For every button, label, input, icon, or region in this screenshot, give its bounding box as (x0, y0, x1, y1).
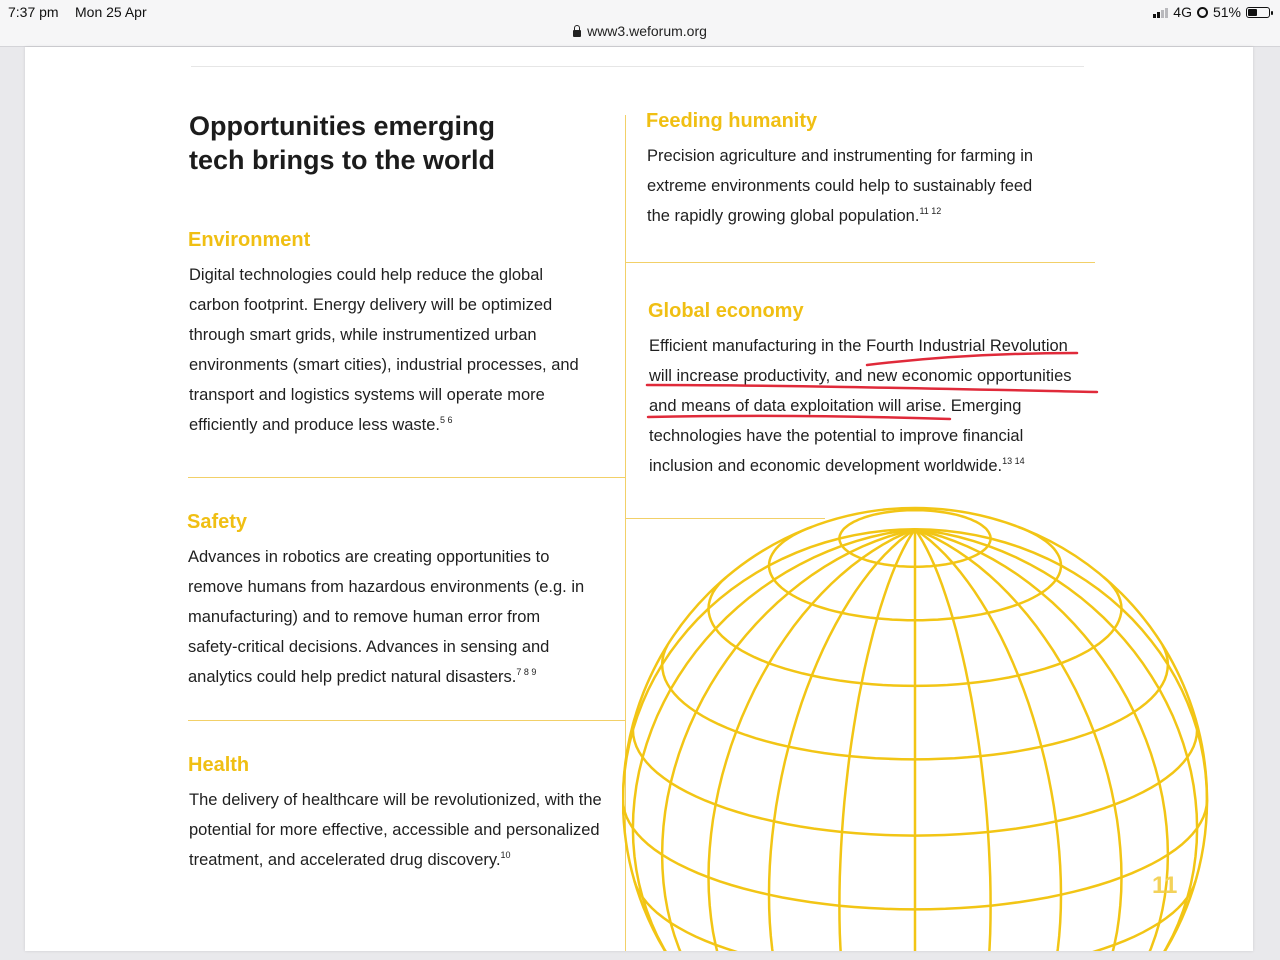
health-line: potential for more effective, accessible and personalized (189, 821, 600, 839)
globe-meridian (839, 529, 915, 951)
status-indicators (1153, 4, 1270, 20)
safety-line: remove humans from hazardous environments (e.g. in (188, 578, 585, 596)
global-economy-line: inclusion and economic development worldwide.$^{13 14}$ (649, 456, 1025, 475)
global-economy-line: and means of data exploitation will arise. Emerging (649, 397, 1022, 415)
feeding-humanity-refs: 11 12 (919, 206, 942, 216)
status-bar (0, 0, 1280, 47)
global-economy-title: Global economy (648, 300, 804, 322)
address-bar[interactable] (0, 23, 1280, 39)
safety-line: manufacturing) and to remove human error from (188, 608, 541, 626)
page-title (189, 109, 495, 177)
safety-body (188, 542, 584, 692)
environment-divider (188, 477, 625, 478)
environment-line: transport and logistics systems will operate more (189, 386, 545, 404)
safety-line: analytics could help predict natural disasters.$^{7 8 9}$ (188, 667, 537, 686)
global-economy-body (649, 331, 1072, 481)
globe-meridian (633, 529, 915, 951)
environment-line: through smart grids, while instrumentized urban (189, 326, 537, 344)
health-body (189, 785, 602, 875)
health-line: The delivery of healthcare will be revolutionized, with the (189, 791, 602, 809)
environment-refs: 5 6 (440, 415, 453, 425)
safety-line: Advances in robotics are creating opportunities to (188, 548, 550, 566)
global-economy-refs: 13 14 (1002, 456, 1025, 466)
feeding-humanity-line: Precision agriculture and instrumenting for farming in (647, 147, 1034, 165)
safety-divider (188, 720, 625, 721)
status-time: 7:37 pm (8, 4, 59, 20)
battery-percent: 51% (1212, 4, 1241, 20)
global-economy-line: Efficient manufacturing in the Fourth Industrial Revolution (649, 337, 1068, 355)
environment-line: efficiently and produce less waste.$^{5 6}$ (189, 415, 453, 434)
battery-icon (1246, 7, 1270, 18)
lock-icon (573, 30, 581, 37)
environment-line: carbon footprint. Energy delivery will be optimized (189, 296, 553, 314)
environment-body (189, 260, 579, 440)
global-economy-line: technologies have the potential to improve financial (649, 427, 1024, 445)
environment-line: Digital technologies could help reduce the global (189, 266, 544, 284)
safety-title: Safety (187, 511, 248, 533)
global-economy-line: will increase productivity, and new economic opportunities (649, 367, 1072, 385)
globe-illustration (622, 490, 1222, 951)
globe-meridian (915, 529, 991, 951)
page-title-line-2: tech brings to the world (189, 145, 496, 175)
feeding-humanity-line: extreme environments could help to sustainably feed (647, 177, 1033, 195)
health-line: treatment, and accelerated drug discovery.$^{10}$ (189, 850, 511, 869)
cellular-signal-icon (1153, 7, 1168, 18)
feeding-humanity-title: Feeding humanity (646, 110, 818, 132)
url-text: www3.weforum.org (587, 23, 707, 39)
feeding-humanity-body (647, 141, 1033, 231)
network-type: 4G (1173, 4, 1192, 20)
health-title: Health (188, 754, 250, 776)
top-divider (191, 66, 1084, 67)
health-refs: 10 (500, 850, 511, 860)
feeding-humanity-divider (625, 262, 1095, 263)
feeding-humanity-line: the rapidly growing global population.$^{11 12}$ (647, 206, 942, 225)
environment-title: Environment (188, 229, 311, 251)
safety-line: safety-critical decisions. Advances in sensing and (188, 638, 550, 656)
alarm-icon (1197, 7, 1208, 18)
environment-line: environments (smart cities), industrial processes, and (189, 356, 579, 374)
page-number: 11 (1152, 872, 1178, 899)
status-date: Mon 25 Apr (75, 4, 147, 20)
safety-refs: 7 8 9 (516, 667, 537, 677)
page-title-line-1: Opportunities emerging (189, 111, 496, 141)
document-page (25, 47, 1253, 951)
